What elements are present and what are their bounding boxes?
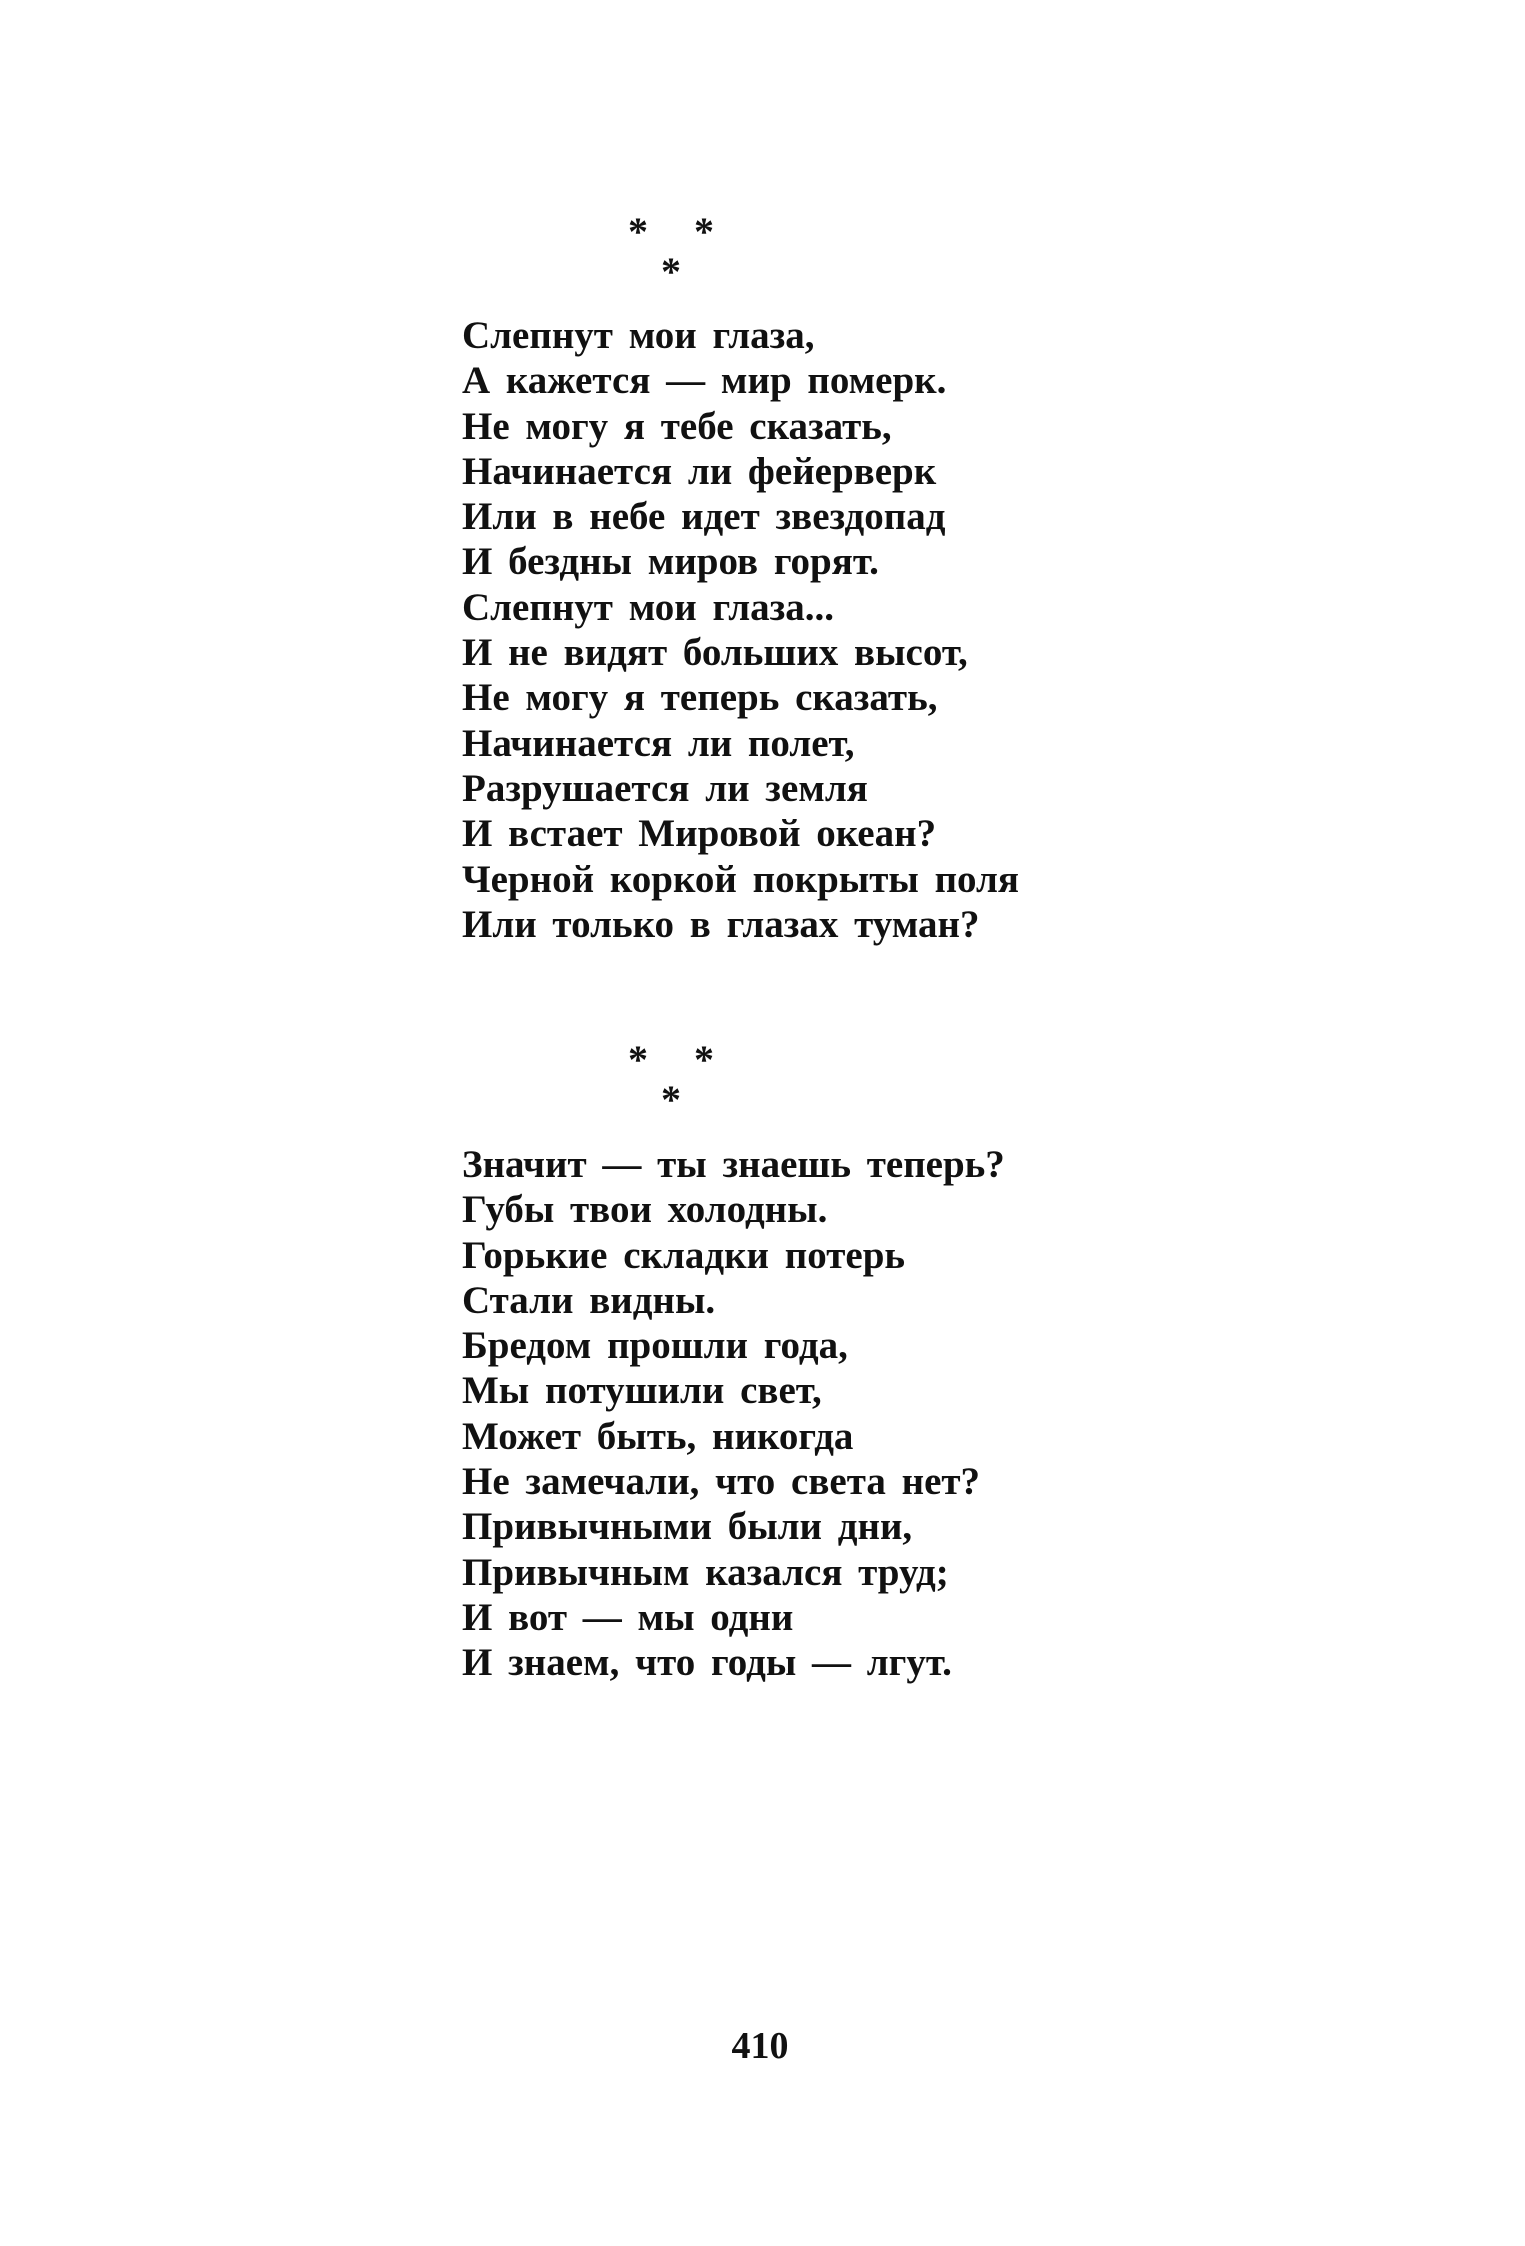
poem-line: Или только в глазах туман? — [462, 902, 980, 946]
poem-line: Начинается ли фейерверк — [462, 449, 937, 493]
poem-line: Слепнут мои глаза, — [462, 314, 815, 357]
poem-line: Значит — ты знаешь теперь? — [462, 1143, 1005, 1186]
poem-line: Не могу я тебе сказать, — [462, 404, 892, 448]
poem-line: Черной коркой покрыты поля — [462, 857, 1020, 901]
poem-separator: * * * — [628, 209, 732, 294]
poem-separator: * * * — [628, 1037, 732, 1122]
page-number: 410 — [731, 2025, 789, 2067]
poem-line: Начинается ли полет, — [462, 721, 855, 765]
poem-line: Привычными были дни, — [462, 1505, 913, 1549]
poem-line: Не могу я теперь сказать, — [462, 676, 938, 720]
poem-line: Слепнут мои глаза... — [462, 585, 835, 629]
poem-line: Губы твои холодны. — [462, 1188, 828, 1232]
poem-line: И вот — мы одни — [462, 1595, 794, 1639]
poem-line: Привычным казался труд; — [462, 1550, 949, 1594]
poem-line: Разрушается ли земля — [462, 766, 868, 810]
poem-1 — [462, 313, 1462, 947]
poem-line: Не замечали, что света нет? — [462, 1460, 981, 1504]
poem-2 — [462, 1142, 1462, 1686]
poem-line: И встает Мировой океан? — [462, 812, 937, 856]
poem-line: Горькие складки потерь — [462, 1233, 906, 1277]
poem-line: И знаем, что годы — лгут. — [462, 1641, 952, 1685]
poem-line: Мы потушили свет, — [462, 1369, 822, 1413]
poem-line: Может быть, никогда — [462, 1414, 854, 1458]
poem-line: Или в небе идет звездопад — [462, 495, 946, 539]
poem-line: А кажется — мир померк. — [462, 359, 947, 403]
poem-line: И не видят больших высот, — [462, 631, 968, 675]
poem-line: Бредом прошли года, — [462, 1324, 848, 1368]
poem-line: И бездны миров горят. — [462, 540, 879, 584]
poem-line: Стали видны. — [462, 1278, 716, 1322]
